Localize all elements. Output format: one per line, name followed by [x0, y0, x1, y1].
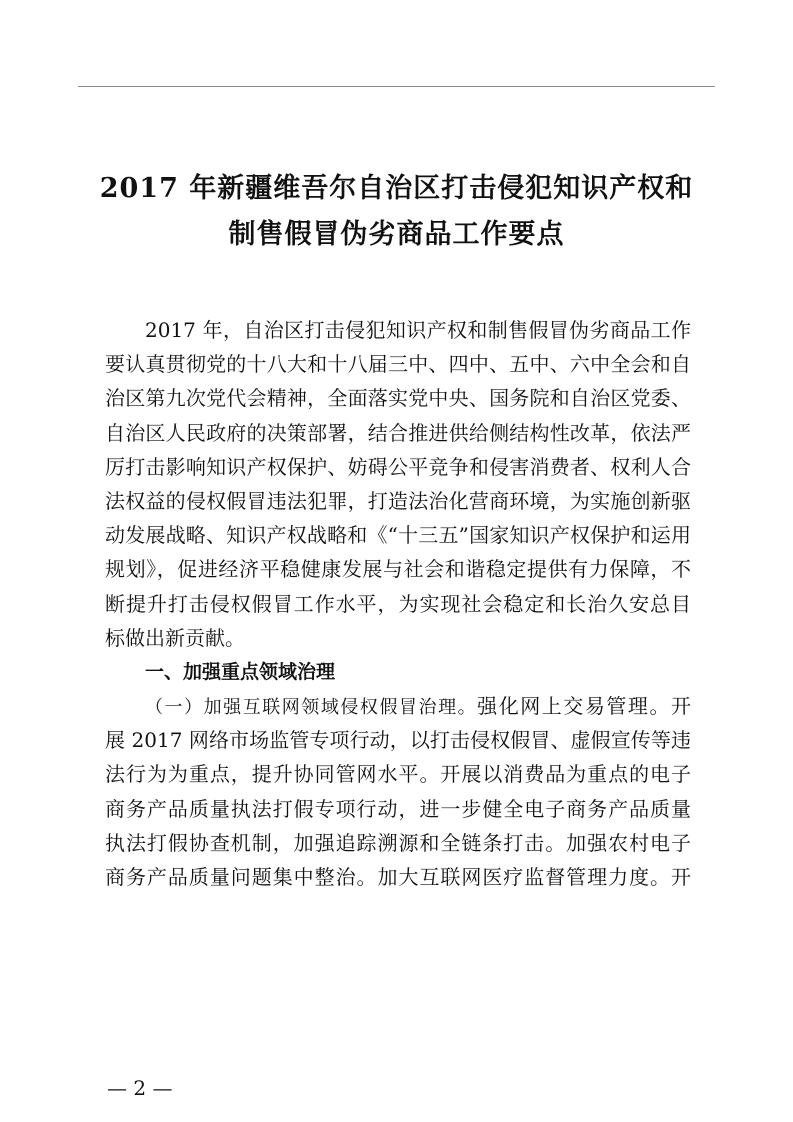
intro-line: 自治区人民政府的决策部署，结合推进供给侧结构性改革，依法严 — [105, 420, 691, 445]
header-rule — [78, 86, 715, 87]
section-line: 法行为为重点，提升协同管网水平。开展以消费品为重点的电子 — [105, 762, 691, 787]
sub-heading: （一）加强互联网领域侵权假冒治理。 — [145, 697, 478, 719]
section-first-line — [105, 689, 691, 723]
intro-line: 标做出新贡献。 — [105, 625, 245, 650]
section-line: 展 2017 网络市场监管专项行动，以打击侵权假冒、虚假宣传等违 — [105, 728, 691, 753]
section-heading: 一、加强重点领域治理 — [145, 660, 336, 683]
section-line: 执法打假协查机制，加强追踪溯源和全链条打击。加强农村电子 — [105, 830, 691, 855]
intro-line: 断提升打击侵权假冒工作水平，为实现社会稳定和长治久安总目 — [105, 591, 691, 616]
section-line: 商务产品质量问题集中整治。加大互联网医疗监督管理力度。开 — [105, 865, 691, 889]
intro-line: 动发展战略、知识产权战略和《“十三五”国家知识产权保护和运用 — [105, 523, 691, 548]
intro-line: 要认真贯彻党的十八大和十八届三中、四中、五中、六中全会和自 — [105, 352, 691, 377]
section-first-line-text: 强化网上交易管理。开 — [477, 694, 692, 719]
document-title-line-1: 2017 年新疆维吾尔自治区打击侵犯知识产权和 — [99, 173, 694, 204]
intro-line: 2017 年，自治区打击侵犯知识产权和制售假冒伪劣商品工作 — [145, 318, 691, 342]
document-title-line-2: 制售假冒伪劣商品工作要点 — [228, 219, 565, 250]
document-body — [105, 313, 691, 894]
section-line: 商务产品质量执法打假专项行动，进一步健全电子商务产品质量 — [105, 796, 691, 821]
intro-line: 法权益的侵权假冒违法犯罪，打造法治化营商环境，为实施创新驱 — [105, 488, 691, 513]
page-number: — 2 — — [107, 1076, 173, 1100]
intro-line: 厉打击影响知识产权保护、妨碍公平竞争和侵害消费者、权利人合 — [105, 454, 691, 479]
intro-line: 治区第九次党代会精神，全面落实党中央、国务院和自治区党委、 — [105, 386, 691, 411]
intro-line: 规划》，促进经济平稳健康发展与社会和谐稳定提供有力保障，不 — [105, 557, 691, 582]
